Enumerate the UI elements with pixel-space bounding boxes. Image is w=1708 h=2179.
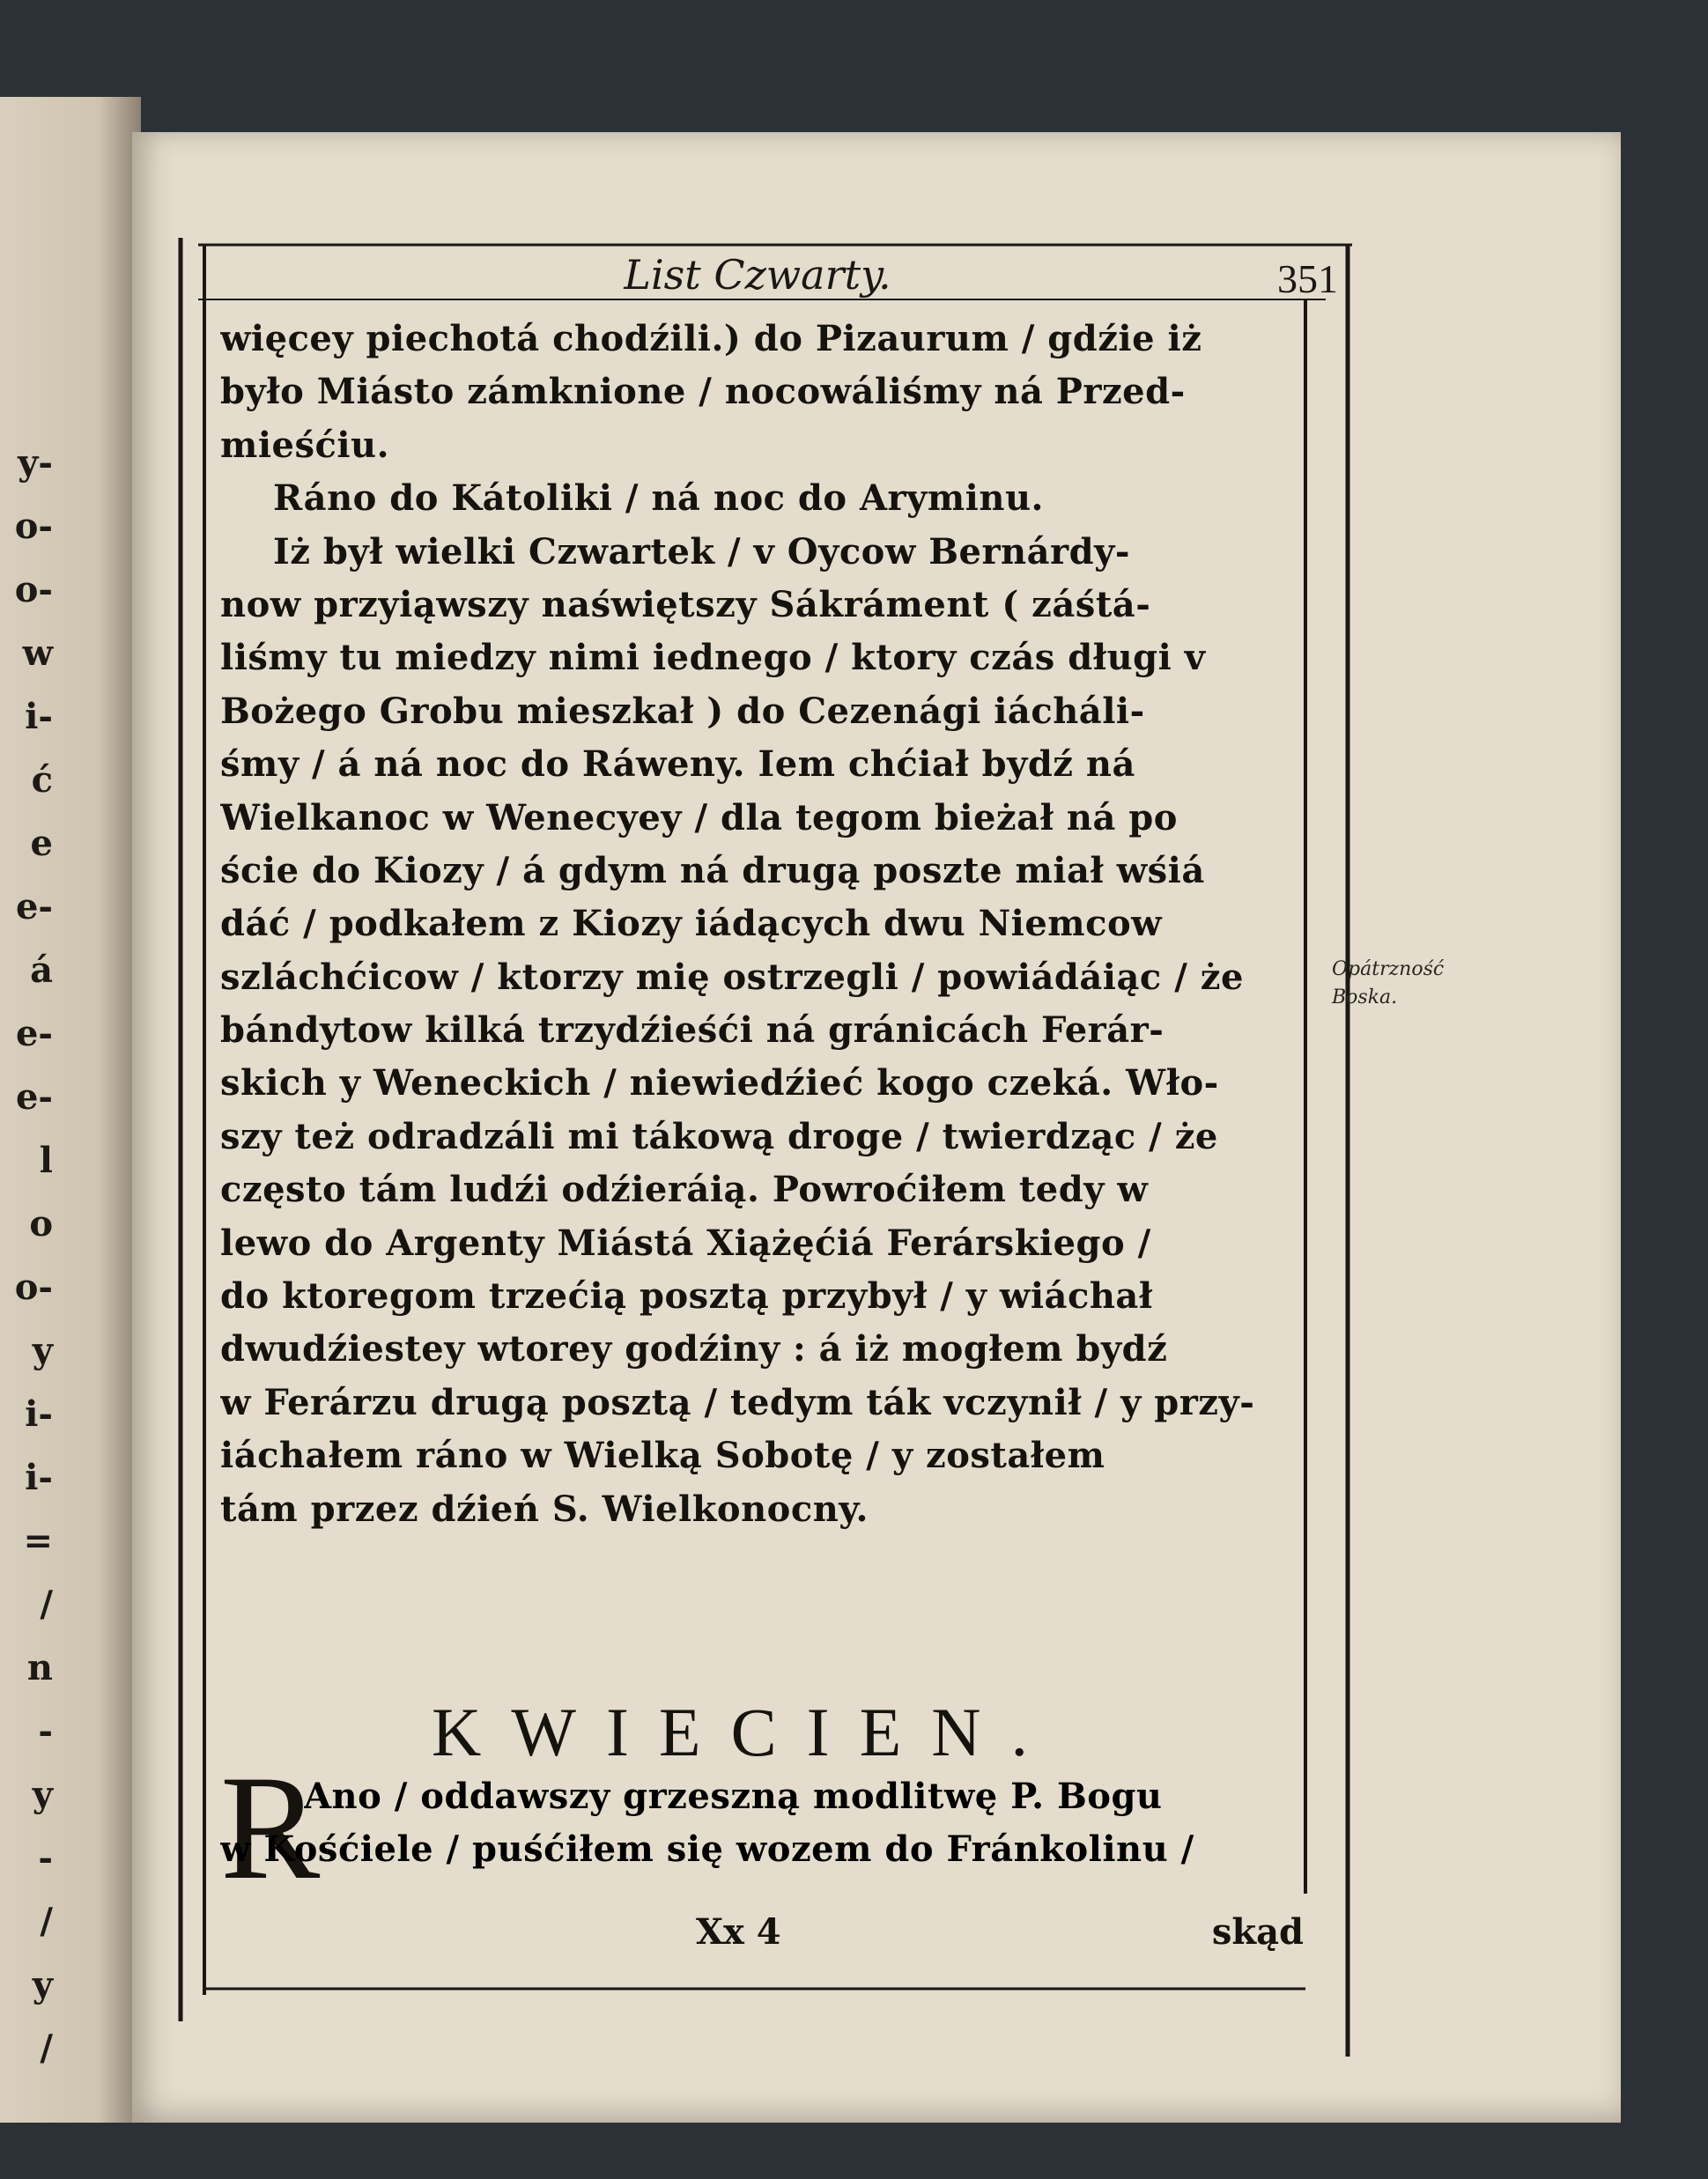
- left-margin-fragment: o-: [14, 506, 53, 547]
- left-margin-fragment: á: [30, 949, 53, 991]
- marginal-note-line: Opátrzność: [1332, 958, 1445, 980]
- left-margin-fragment: y: [32, 1330, 53, 1371]
- left-margin-fragment: e-: [15, 1076, 53, 1118]
- text-line: bándytow kilká trzydźieśći ná gránicách Ferár-: [220, 1009, 1165, 1052]
- left-margin-fragment: l: [39, 1140, 53, 1181]
- left-margin-fragment: ć: [31, 759, 53, 801]
- running-head: List Czwarty.: [624, 251, 891, 299]
- text-line: szláchćicow / ktorzy mię ostrzegli / powiádáiąc / że: [220, 956, 1244, 998]
- signature-mark: Xx 4: [696, 1911, 781, 1953]
- left-margin-fragment: o: [29, 1203, 53, 1245]
- marginal-note-line: Boska.: [1332, 986, 1398, 1008]
- section-heading: KWIECIEN.: [432, 1694, 1059, 1770]
- left-margin-fragment: o-: [14, 1267, 53, 1308]
- left-margin-fragment: i-: [25, 1457, 53, 1498]
- left-margin-fragment: i-: [25, 1393, 53, 1435]
- page-number: 351: [1277, 256, 1338, 301]
- left-margin-fragment: y: [32, 1964, 53, 2005]
- left-margin-fragment: n: [26, 1647, 53, 1688]
- body-text: [220, 313, 1304, 1536]
- text-line: szy też odradzáli mi tákową droge / twierdząc / że: [220, 1115, 1218, 1157]
- catchword: skąd: [1211, 1911, 1304, 1953]
- text-line: Ano / oddawszy grzeszną modlitwę P. Bogu: [304, 1776, 1163, 1817]
- text-line: często tám ludźi odźieráią. Powroćiłem tedy w: [220, 1169, 1149, 1211]
- marginal-note: [1332, 956, 1473, 1012]
- text-line: Iż był wielki Czwartek / v Oycow Bernárdy-: [273, 530, 1130, 572]
- text-line: Wielkanoc w Wenecyey / dla tegom bieżał ná po: [220, 796, 1178, 838]
- text-line: dwudźiestey wtorey godźiny : á iż mogłem bydź: [220, 1328, 1168, 1370]
- left-margin-fragment: -: [38, 1837, 53, 1879]
- text-line: tám przez dźień S. Wielkonocny.: [220, 1488, 869, 1530]
- left-margin-fragment: o-: [14, 569, 53, 610]
- text-line: więcey piechotá chodźili.) do Pizaurum / gdźie iż: [220, 318, 1202, 359]
- left-margin-fragment: e-: [15, 1013, 53, 1054]
- left-margin-fragment: /: [40, 2028, 53, 2069]
- page-footer: [220, 1911, 1304, 1964]
- left-margin-fragment: /: [40, 1584, 53, 1625]
- text-line: ście do Kiozy / á gdym ná drugą poszte miał wśiá: [220, 849, 1205, 891]
- text-line: w Kośćiele / puśćiłem się wozem do Fránkolinu /: [220, 1828, 1194, 1871]
- left-margin-fragment: -: [38, 1710, 53, 1752]
- left-margin-fragment: w: [22, 632, 53, 674]
- left-margin-fragment: y-: [18, 442, 53, 484]
- text-line: Bożego Grobu mieszkał ) do Cezenági iácháli-: [220, 690, 1145, 732]
- left-margin-fragment: e: [30, 823, 53, 864]
- left-margin-fragment: =: [23, 1520, 53, 1562]
- text-line: mieśćiu.: [220, 424, 390, 466]
- text-line: liśmy tu miedzy nimi iednego / ktory czás długi v: [220, 637, 1206, 679]
- text-line: iáchałem ráno w Wielką Sobotę / y zostałem: [220, 1435, 1105, 1477]
- text-line: now przyiąwszy naświętszy Sákráment ( záśtá-: [220, 583, 1151, 625]
- text-line: śmy / á ná noc do Ráweny. Iem chćiał bydź ná: [220, 743, 1135, 786]
- text-line: lewo do Argenty Miástá Xiążęćiá Ferárskiego /: [220, 1222, 1151, 1264]
- text-line: do ktoregom trzećią posztą przybył / y wiáchał: [220, 1275, 1153, 1318]
- text-line: Ráno do Kátoliki / ná noc do Aryminu.: [273, 477, 1044, 520]
- text-line: dáć / podkałem z Kiozy iádących dwu Niemcow: [220, 903, 1163, 945]
- left-margin-fragment: e-: [15, 886, 53, 927]
- text-line: w Ferárzu drugą posztą / tedym ták vczynił / y przy-: [220, 1381, 1255, 1423]
- text-line: skich y Weneckich / niewiedźieć kogo czeká. Wło-: [220, 1062, 1219, 1104]
- left-margin-fragment: i-: [25, 696, 53, 737]
- drop-cap: R: [220, 1745, 321, 1910]
- left-margin-fragment: /: [40, 1901, 53, 1942]
- section-text: [220, 1770, 1299, 1877]
- text-line: było Miásto zámknione / nocowáliśmy ná Przed-: [220, 371, 1186, 413]
- left-margin-fragment: y: [32, 1774, 53, 1815]
